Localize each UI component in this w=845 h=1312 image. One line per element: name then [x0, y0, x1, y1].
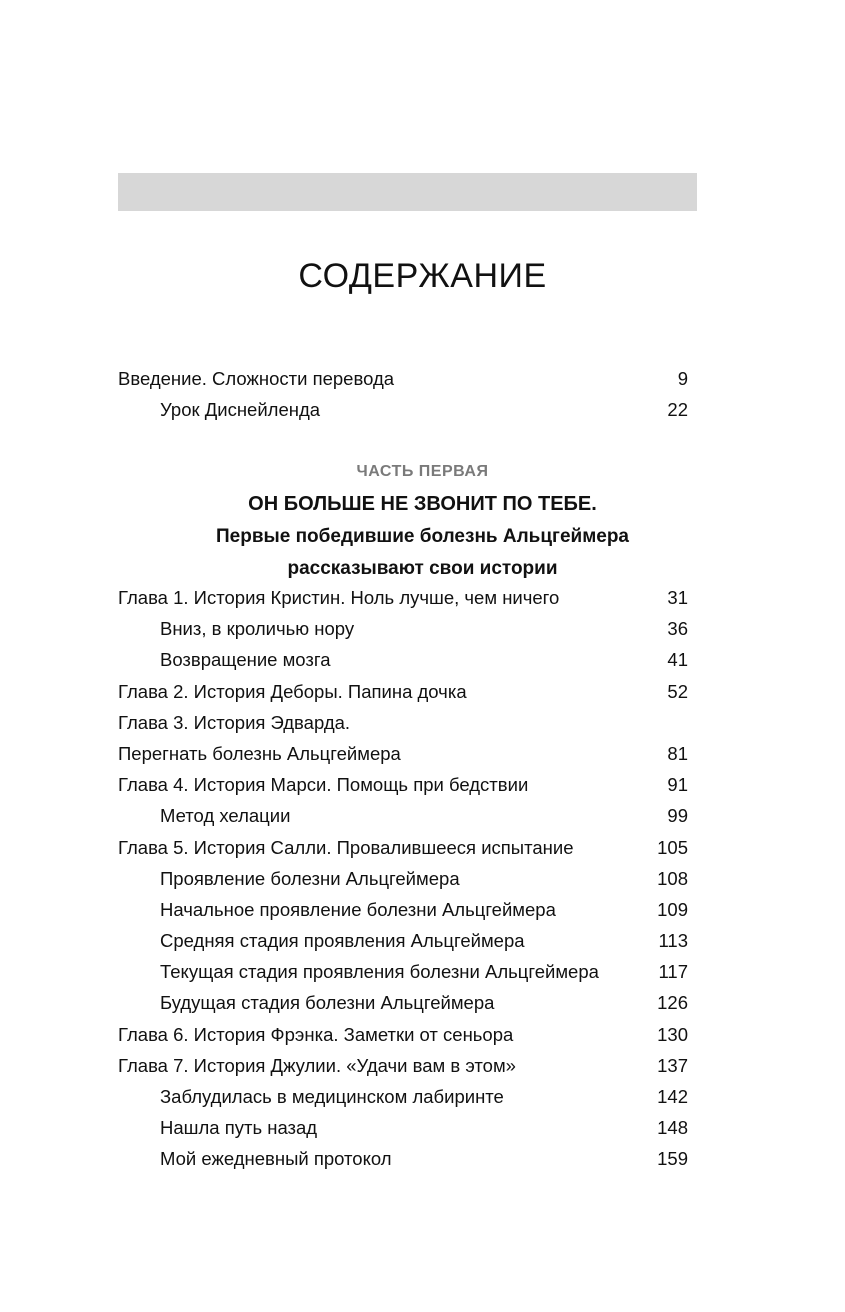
toc-entry-page: 159	[657, 1148, 688, 1170]
toc-entry-label: Будущая стадия болезни Альцгеймера	[160, 992, 495, 1014]
toc-entry-page: 22	[667, 399, 688, 421]
part-subtitle-line1: Первые победившие болезнь Альцгеймера	[216, 526, 629, 547]
toc-entry-label: Возвращение мозга	[160, 649, 331, 671]
toc-entry-page: 126	[657, 992, 688, 1014]
toc-entry[interactable]	[118, 707, 688, 738]
toc-entry-page: 148	[657, 1117, 688, 1139]
toc-entry-page: 108	[657, 867, 688, 889]
toc-entry[interactable]	[118, 1112, 688, 1143]
toc-entry-label: Мой ежедневный протокол	[160, 1148, 392, 1170]
toc-entry-page: 137	[657, 1054, 688, 1076]
toc-entry-label: Глава 3. История Эдварда.	[118, 711, 351, 733]
toc-entry-page: 81	[667, 742, 688, 764]
toc-entry-label: Вниз, в кроличью нору	[160, 618, 355, 640]
toc-entry[interactable]	[118, 676, 688, 707]
toc-entry[interactable]	[118, 925, 688, 956]
toc-entry-label: Средняя стадия проявления Альцгеймера	[160, 930, 525, 952]
toc-entry-label: Проявление болезни Альцгеймера	[160, 867, 460, 889]
toc-entry-label: Глава 5. История Салли. Провалившееся испытание	[118, 836, 574, 858]
part-label: ЧАСТЬ ПЕРВАЯ	[356, 463, 489, 480]
toc-entry-page: 36	[667, 618, 688, 640]
toc-entry[interactable]	[118, 582, 688, 613]
toc-entry-page: 113	[658, 930, 688, 952]
toc-entry-label: Начальное проявление болезни Альцгеймера	[160, 898, 556, 920]
toc-entry[interactable]	[118, 800, 688, 831]
toc-entry-label: Глава 1. История Кристин. Ноль лучше, чем ничего	[118, 587, 560, 608]
toc-entry[interactable]	[118, 832, 688, 863]
toc-entry-page: 9	[677, 368, 688, 389]
toc-entry-label: Нашла путь назад	[160, 1117, 318, 1139]
toc-entry-label: Заблудилась в медицинском лабиринте	[160, 1086, 504, 1107]
toc-entry-page: 117	[658, 961, 688, 983]
toc-entry[interactable]	[118, 1019, 688, 1050]
toc-entry-label: Глава 7. История Джулии. «Удачи вам в этом»	[118, 1054, 516, 1076]
toc-entry[interactable]	[118, 1050, 688, 1081]
toc-entry-label: Глава 2. История Деборы. Папина дочка	[118, 680, 467, 702]
toc-entry[interactable]	[118, 987, 688, 1018]
toc-entry[interactable]	[118, 956, 688, 987]
toc-entry[interactable]	[118, 1081, 688, 1112]
toc-entry-page: 109	[657, 898, 688, 920]
toc-entry[interactable]	[118, 738, 688, 769]
toc-entry-label: Введение. Сложности перевода	[118, 368, 395, 389]
toc-entry-label: Глава 6. История Фрэнка. Заметки от сеньора	[118, 1023, 514, 1045]
toc-entry-page: 105	[657, 836, 688, 858]
toc-entry[interactable]	[118, 394, 688, 425]
toc-entry[interactable]	[118, 363, 688, 394]
part-heading	[0, 456, 845, 585]
toc-entries	[118, 582, 688, 1175]
part-title: ОН БОЛЬШЕ НЕ ЗВОНИТ ПО ТЕБЕ.	[248, 493, 597, 515]
toc-entry-page: 31	[667, 587, 688, 608]
toc-entry[interactable]	[118, 1143, 688, 1174]
toc-entry-label: Метод хелации	[160, 805, 291, 827]
toc-entry-label: Перегнать болезнь Альцгеймера	[118, 742, 401, 764]
toc-entry-page: 142	[657, 1086, 688, 1107]
toc-entry-page: 99	[667, 805, 688, 827]
toc-entry-label: Текущая стадия проявления болезни Альцгеймера	[160, 961, 599, 983]
toc-intro	[118, 363, 688, 425]
toc-entry[interactable]	[118, 863, 688, 894]
toc-entry-label: Глава 4. История Марси. Помощь при бедствии	[118, 774, 529, 796]
toc-entry[interactable]	[118, 644, 688, 675]
toc-entry[interactable]	[118, 613, 688, 644]
part-subtitle-line2: рассказывают свои истории	[287, 558, 558, 579]
toc-entry-label: Урок Диснейленда	[160, 399, 321, 421]
page-title: СОДЕРЖАНИЕ	[298, 257, 547, 295]
toc-entry-page: 52	[667, 680, 688, 702]
toc-entry-page: 91	[667, 774, 688, 796]
top-gray-band	[118, 173, 697, 211]
toc-entry-page: 130	[657, 1023, 688, 1045]
toc-entry[interactable]	[118, 769, 688, 800]
toc-entry[interactable]	[118, 894, 688, 925]
toc-entry-page: 41	[667, 649, 688, 671]
